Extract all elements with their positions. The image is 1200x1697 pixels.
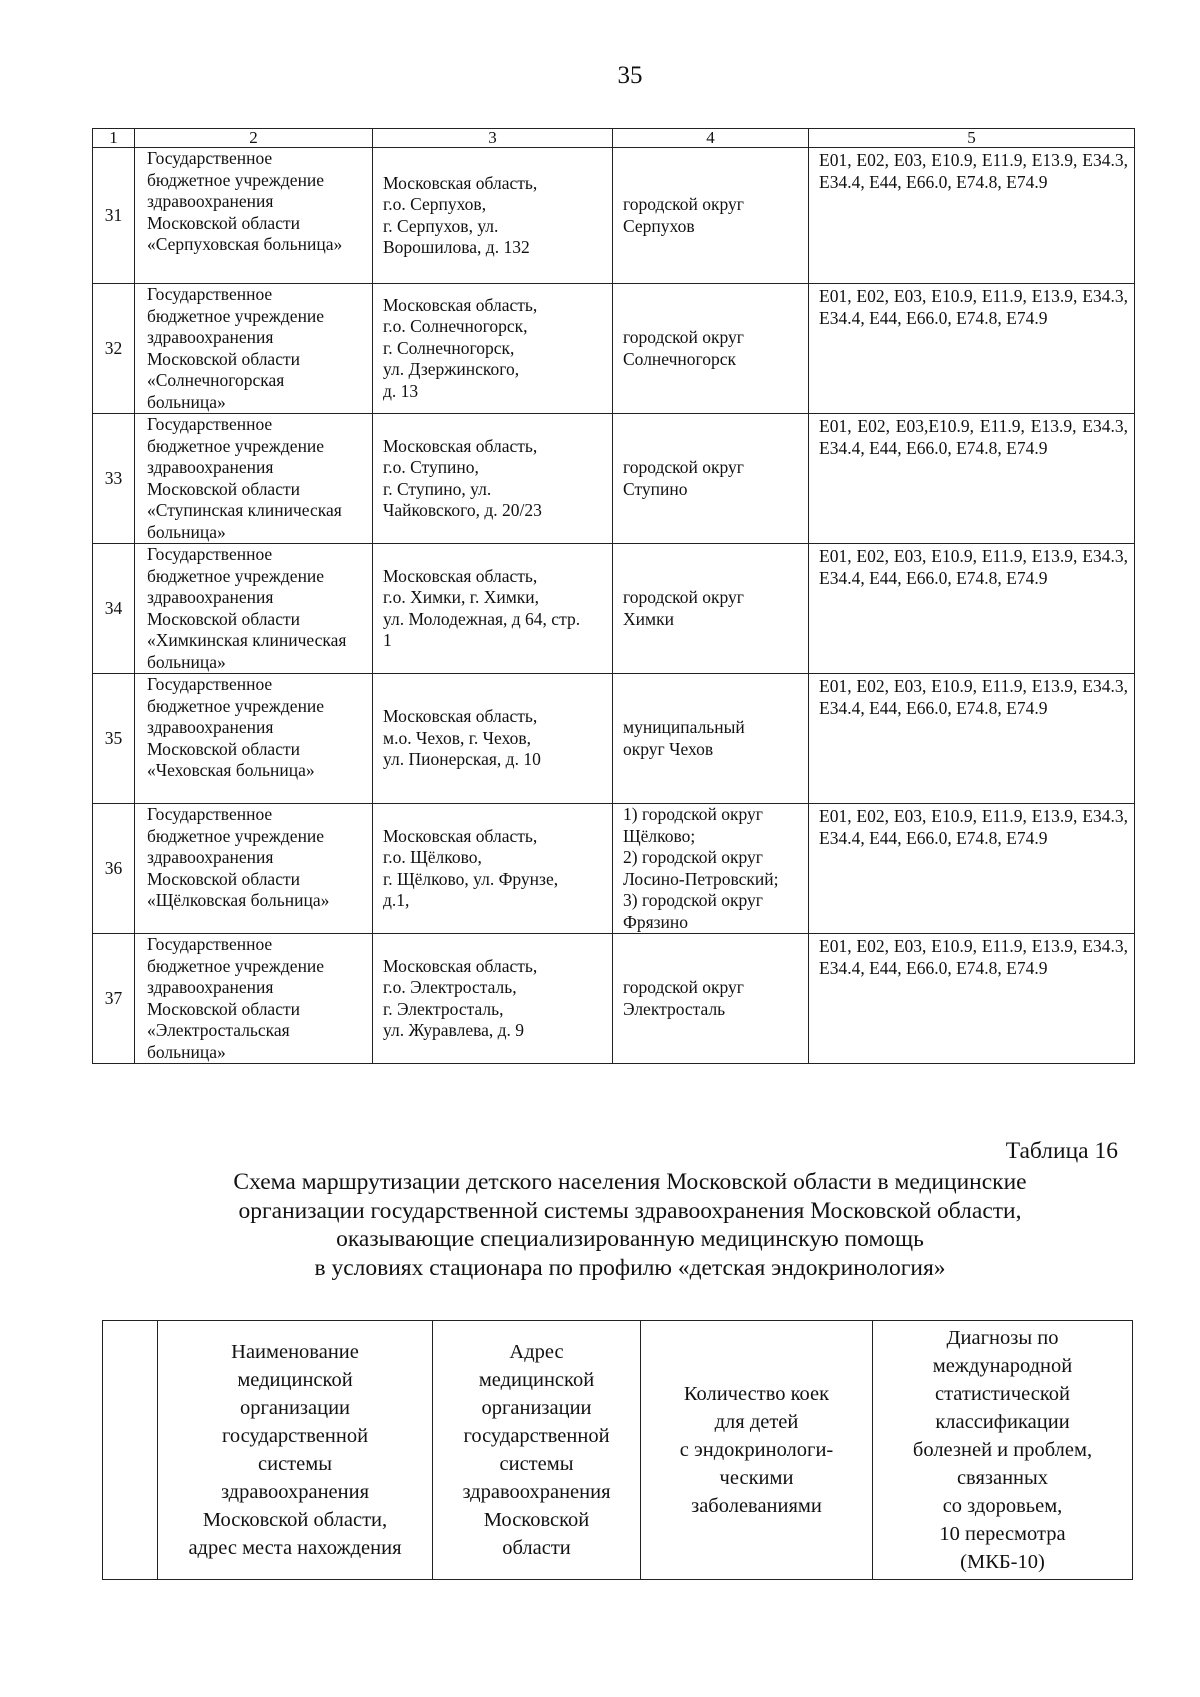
service-area-line: городской округ (623, 194, 744, 214)
organization-name-line: больница» (147, 521, 226, 542)
organization-address (373, 284, 613, 414)
row-number: 33 (93, 414, 135, 544)
service-area-line: Фрязино (623, 911, 689, 932)
column-header-line: болезней и проблем, (912, 1439, 1093, 1461)
table-row (93, 148, 1135, 284)
organization-name (135, 148, 373, 284)
organization-name-line: Московской области (147, 348, 300, 369)
organization-name-line: здравоохранения (147, 717, 274, 737)
organization-name-line: Государственное (147, 414, 273, 434)
column-header: 5 (809, 129, 1135, 148)
address-line: г.о. Химки, г. Химки, (383, 587, 540, 607)
table-header-row (103, 1321, 1133, 1580)
service-area-line: городской округ (623, 977, 744, 997)
column-header-line: со здоровьем, (942, 1495, 1063, 1517)
address-line: г. Ступино, ул. (383, 478, 492, 499)
table-row (93, 414, 1135, 544)
table-title-line: Схема маршрутизации детского населения Московской области в медицинские (233, 1169, 1027, 1195)
column-header: 4 (613, 129, 809, 148)
column-header-line: системы (258, 1453, 332, 1475)
address-line: д. 13 (383, 380, 419, 401)
organization-name-line: здравоохранения (147, 191, 274, 211)
address-line: Ворошилова, д. 132 (383, 237, 530, 257)
organization-address (373, 674, 613, 804)
organization-name-line: здравоохранения (147, 847, 274, 867)
organization-name-line: бюджетное учреждение (147, 169, 325, 190)
service-area (613, 148, 809, 284)
address-line: г. Солнечногорск, (383, 337, 515, 358)
organization-address (373, 934, 613, 1064)
column-header: 2 (135, 129, 373, 148)
column-header (103, 1321, 158, 1580)
address-line: Московская область, (383, 294, 538, 315)
row-number: 32 (93, 284, 135, 414)
organization-name-line: Московской области (147, 608, 300, 629)
organization-name (135, 934, 373, 1064)
organization-name-line: Государственное (147, 148, 273, 168)
organizations-table (92, 128, 1135, 1064)
organization-name (135, 544, 373, 674)
column-header-line: для детей (714, 1411, 799, 1433)
column-header-line: 10 пересмотра (939, 1523, 1066, 1545)
organization-name (135, 414, 373, 544)
organization-name-line: больница» (147, 651, 226, 672)
row-number: 37 (93, 934, 135, 1064)
column-header-line: Московской области, (202, 1509, 388, 1531)
organization-name-line: «Электростальская (147, 1020, 290, 1040)
column-header-line: организации (481, 1397, 592, 1419)
row-number: 31 (93, 148, 135, 284)
organization-name-line: бюджетное учреждение (147, 825, 325, 846)
address-line: м.о. Чехов, г. Чехов, (383, 727, 532, 748)
address-line: ул. Дзержинского, (383, 359, 520, 380)
table-title-line: организации государственной системы здравоохранения Московской области, (238, 1197, 1022, 1224)
column-header-line: заболеваниями (691, 1495, 822, 1517)
service-area-line: округ Чехов (623, 738, 714, 759)
organization-address (373, 804, 613, 934)
table-row (93, 544, 1135, 674)
column-header (158, 1321, 433, 1580)
service-area-line: муниципальный (623, 717, 745, 737)
column-header-line: Диагнозы по (946, 1327, 1059, 1349)
organization-name-line: здравоохранения (147, 457, 274, 477)
address-line: г.о. Солнечногорск, (383, 316, 528, 337)
column-header-line: организации (239, 1397, 351, 1419)
column-header-line: международной (932, 1355, 1073, 1377)
service-area (613, 284, 809, 414)
organization-name-line: больница» (147, 1041, 226, 1062)
service-area-line: 3) городской округ (623, 890, 763, 910)
organization-name-line: больница» (147, 391, 226, 412)
organization-name-line: «Чеховская больница» (147, 760, 315, 780)
organization-name-line: «Щёлковская больница» (147, 890, 330, 910)
table-row (93, 284, 1135, 414)
address-line: г. Электросталь, (383, 998, 504, 1019)
organization-name-line: Московской области (147, 738, 300, 759)
organization-name (135, 804, 373, 934)
service-area-line: городской округ (623, 457, 744, 477)
service-area (613, 674, 809, 804)
address-line: ул. Молодежная, д 64, стр. (383, 608, 581, 629)
table-label: Таблица 16 (1005, 1138, 1118, 1164)
address-line: Московская область, (383, 706, 538, 727)
column-header-line: области (502, 1537, 571, 1559)
organization-name-line: Государственное (147, 544, 273, 564)
address-line: д.1, (383, 890, 410, 910)
column-header-line: с эндокринологи- (679, 1439, 834, 1461)
service-area-line: Электросталь (623, 998, 726, 1019)
column-header-line: здравоохранения (462, 1481, 611, 1503)
column-header-line: государственной (221, 1425, 369, 1447)
organization-name-line: бюджетное учреждение (147, 435, 325, 456)
organization-name-line: бюджетное учреждение (147, 565, 325, 586)
column-header (641, 1321, 873, 1580)
column-header-line: Адрес (509, 1341, 564, 1363)
service-area-line: Химки (623, 608, 674, 629)
diagnosis-codes: E01, E02, E03, E10.9, E11.9, E13.9, E34.3, E34.4, E44, E66.0, E74.8, E74.9 (809, 934, 1135, 1064)
address-line: ул. Пионерская, д. 10 (383, 749, 541, 770)
column-header-line: классификации (935, 1411, 1070, 1433)
service-area-line: городской округ (623, 587, 744, 607)
diagnosis-codes: E01, E02, E03, E10.9, E11.9, E13.9, E34.3, E34.4, E44, E66.0, E74.8, E74.9 (809, 148, 1135, 284)
organization-name-line: бюджетное учреждение (147, 305, 325, 326)
organization-address (373, 544, 613, 674)
address-line: Московская область, (383, 172, 538, 193)
organization-address (373, 148, 613, 284)
table-row (93, 804, 1135, 934)
address-line: г.о. Щёлково, (383, 847, 482, 867)
table-row (93, 674, 1135, 804)
column-header-line: Наименование (231, 1341, 359, 1363)
service-area (613, 414, 809, 544)
service-area-line: 1) городской округ (623, 804, 763, 824)
column-header-line: Московской (483, 1509, 590, 1531)
column-header-line: (МКБ-10) (960, 1551, 1045, 1573)
organization-name-line: Государственное (147, 934, 273, 954)
row-number: 36 (93, 804, 135, 934)
service-area-line: Солнечногорск (623, 348, 737, 369)
organization-name (135, 284, 373, 414)
diagnosis-codes: E01, E02, E03, E10.9, E11.9, E13.9, E34.3, E34.4, E44, E66.0, E74.8, E74.9 (809, 544, 1135, 674)
service-area-line: городской округ (623, 327, 744, 347)
organization-name-line: Московской области (147, 478, 300, 499)
service-area-line: 2) городской округ (623, 847, 763, 867)
service-area-line: Лосино-Петровский; (623, 868, 779, 889)
routing-table-header (102, 1320, 1133, 1580)
page-number: 35 (617, 62, 643, 89)
column-header-line: здравоохранения (220, 1481, 370, 1503)
table-row (93, 934, 1135, 1064)
organization-name-line: Московской области (147, 212, 300, 233)
column-header-line: адрес места нахождения (188, 1537, 402, 1559)
column-header (873, 1321, 1133, 1580)
address-line: Московская область, (383, 435, 538, 456)
address-line: Московская область, (383, 565, 538, 586)
diagnosis-codes: E01, E02, E03, E10.9, E11.9, E13.9, E34.3, E34.4, E44, E66.0, E74.8, E74.9 (809, 674, 1135, 804)
address-line: ул. Журавлева, д. 9 (383, 1020, 525, 1040)
column-header-line: связанных (956, 1467, 1049, 1489)
organization-name-line: «Серпуховская больница» (147, 234, 343, 254)
organization-name-line: «Ступинская клиническая (147, 500, 342, 520)
organization-name-line: бюджетное учреждение (147, 955, 325, 976)
address-line: г.о. Серпухов, (383, 194, 487, 214)
table-title-line: оказывающие специализированную медицинскую помощь (336, 1226, 924, 1252)
diagnosis-codes: E01, E02, E03, E10.9, E11.9, E13.9, E34.3, E34.4, E44, E66.0, E74.8, E74.9 (809, 804, 1135, 934)
column-header (433, 1321, 641, 1580)
row-number: 34 (93, 544, 135, 674)
row-number: 35 (93, 674, 135, 804)
address-line: 1 (383, 630, 392, 650)
column-header-line: статистической (935, 1383, 1070, 1405)
address-line: г.о. Ступино, (383, 457, 479, 477)
address-line: Московская область, (383, 825, 538, 846)
organization-name-line: здравоохранения (147, 587, 274, 607)
address-line: г. Серпухов, ул. (383, 215, 499, 236)
address-line: Чайковского, д. 20/23 (383, 500, 542, 520)
table-header-row (93, 129, 1135, 148)
column-header-line: государственной (463, 1425, 610, 1447)
service-area (613, 544, 809, 674)
column-header-line: ческими (719, 1467, 794, 1489)
organization-name (135, 674, 373, 804)
organization-name-line: Государственное (147, 284, 273, 304)
service-area-line: Серпухов (623, 215, 695, 236)
address-line: г. Щёлково, ул. Фрунзе, (383, 868, 559, 889)
organization-name-line: Московской области (147, 998, 300, 1019)
organization-name-line: Государственное (147, 674, 273, 694)
organization-name-line: здравоохранения (147, 977, 274, 997)
column-header-line: медицинской (237, 1369, 353, 1391)
column-header-line: системы (499, 1453, 574, 1475)
organization-name-line: «Химкинская клиническая (147, 630, 347, 650)
table-title (120, 1168, 1140, 1282)
service-area-line: Щёлково; (623, 825, 696, 846)
column-header-line: Количество коек (683, 1383, 830, 1405)
column-header: 3 (373, 129, 613, 148)
diagnosis-codes: E01, E02, E03, E10.9, E11.9, E13.9, E34.3, E34.4, E44, E66.0, E74.8, E74.9 (809, 284, 1135, 414)
address-line: г.о. Электросталь, (383, 977, 517, 997)
service-area (613, 804, 809, 934)
organization-name-line: «Солнечногорская (147, 370, 285, 390)
organization-name-line: бюджетное учреждение (147, 695, 325, 716)
address-line: Московская область, (383, 955, 538, 976)
diagnosis-codes: E01, E02, E03,E10.9, E11.9, E13.9, E34.3, E34.4, E44, E66.0, E74.8, E74.9 (809, 414, 1135, 544)
service-area-line: Ступино (623, 478, 688, 499)
service-area (613, 934, 809, 1064)
organization-name-line: Государственное (147, 804, 273, 824)
column-header: 1 (93, 129, 135, 148)
table-title-line: в условиях стационара по профилю «детская эндокринология» (314, 1254, 946, 1281)
column-header-line: медицинской (478, 1369, 595, 1391)
organization-name-line: здравоохранения (147, 327, 274, 347)
organization-address (373, 414, 613, 544)
organization-name-line: Московской области (147, 868, 300, 889)
